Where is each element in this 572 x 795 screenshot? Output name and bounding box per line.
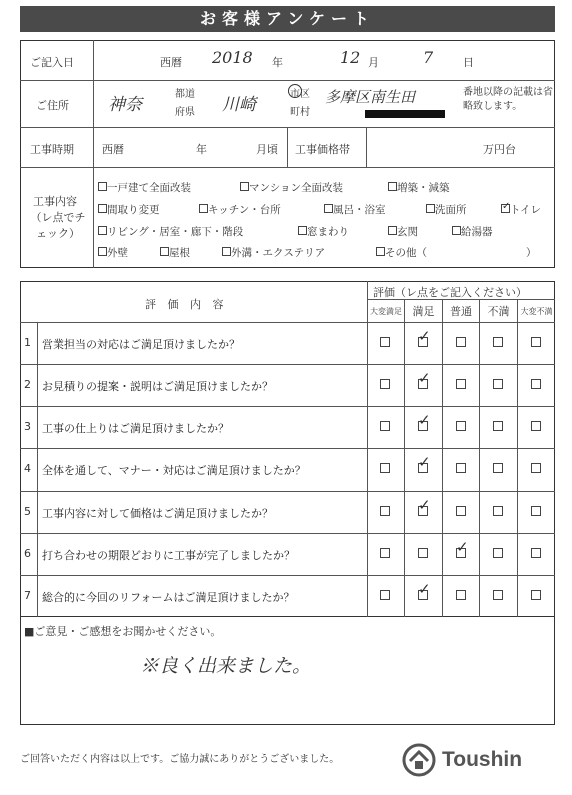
question-number: 6 <box>24 546 31 560</box>
checkbox[interactable] <box>388 226 397 235</box>
option-roof[interactable]: 屋根 <box>160 245 190 260</box>
col-very-unsatisfied: 大変不満 <box>520 307 553 316</box>
year-unit: 年 <box>272 56 283 69</box>
rating-checkbox[interactable] <box>493 506 503 516</box>
work-label-sub: （レ点でチェック） <box>30 211 86 240</box>
check-mark-icon: ✓ <box>418 327 431 345</box>
checkbox[interactable] <box>324 204 333 213</box>
option-full-mansion[interactable]: マンション全面改装 <box>240 180 343 195</box>
rating-checkbox[interactable] <box>380 337 390 347</box>
question-number: 1 <box>24 336 31 349</box>
option-bath[interactable]: 風呂・浴室 <box>324 202 386 217</box>
option-window[interactable]: 窓まわり <box>298 224 349 239</box>
day-value: 7 <box>423 48 434 67</box>
date-label: ご記入日 <box>30 56 74 69</box>
rating-checkbox[interactable] <box>493 421 503 431</box>
option-extension[interactable]: 増築・減築 <box>388 180 450 195</box>
checkbox[interactable] <box>98 204 107 213</box>
rating-checkbox[interactable] <box>380 590 390 600</box>
rating-checkbox[interactable] <box>380 421 390 431</box>
checkbox[interactable] <box>452 226 461 235</box>
period-label: 工事時期 <box>30 143 74 156</box>
rating-checkbox[interactable] <box>456 337 466 347</box>
option-full-house[interactable]: 一戸建て全面改装 <box>98 180 191 195</box>
redaction-bar <box>365 110 445 118</box>
question-text: 営業担当の対応はご満足頂けましたか？ <box>42 338 240 351</box>
check-mark-icon: ✓ <box>418 453 431 472</box>
checkbox[interactable] <box>426 204 435 213</box>
col-satisfied: 満足 <box>412 305 435 318</box>
option-layout[interactable]: 間取り変更 <box>98 202 160 217</box>
checkbox[interactable] <box>98 182 107 191</box>
rating-checkbox[interactable] <box>380 463 390 473</box>
question-text: 工事の仕上りはご満足頂けましたか？ <box>42 422 229 436</box>
checkbox[interactable] <box>160 247 169 256</box>
city-circle-mark <box>288 84 302 98</box>
toushin-logo-icon <box>402 743 436 777</box>
option-other[interactable]: その他（ <box>376 245 427 260</box>
rating-checkbox[interactable] <box>531 548 541 558</box>
pref-handwritten: 神奈 <box>108 95 142 115</box>
check-mark-icon: ✓ <box>418 495 431 514</box>
comments-label: ■ご意見・ご感想をお聞かせください。 <box>24 625 222 638</box>
period-month-unit: 月頃 <box>256 143 278 156</box>
work-label: 工事内容 <box>33 195 77 208</box>
city-handwritten: 川崎 <box>222 95 256 115</box>
logo-text: Toushin <box>442 748 523 771</box>
rating-checkbox-checked[interactable] <box>418 453 431 473</box>
checkbox[interactable] <box>98 226 107 235</box>
price-label: 工事価格帯 <box>295 143 350 156</box>
option-toilet[interactable]: ✓ トイレ <box>502 201 541 216</box>
checkbox[interactable] <box>388 182 397 191</box>
month-value: 12 <box>340 48 361 67</box>
question-text: 全体を通して、マナー・対応はご満足頂けましたか？ <box>42 464 306 478</box>
rating-checkbox[interactable] <box>531 590 541 600</box>
question-text: お見積りの提案・説明はご満足頂けましたか？ <box>42 380 273 394</box>
option-exterior[interactable]: 外溝・エクステリア <box>222 245 325 260</box>
check-mark-icon: ✓ <box>418 579 431 598</box>
check-mark-icon: ✓ <box>418 411 431 430</box>
rating-checkbox-checked[interactable] <box>418 327 431 347</box>
rating-header-right: 評価（レ点をご記入ください） <box>373 286 527 299</box>
rating-checkbox[interactable] <box>493 337 503 347</box>
rating-checkbox[interactable] <box>531 421 541 431</box>
checkbox[interactable] <box>222 247 231 256</box>
checkbox[interactable] <box>199 204 208 213</box>
page-title: お客様アンケート <box>20 6 555 32</box>
rating-checkbox-checked[interactable] <box>418 495 431 516</box>
question-number: 3 <box>24 420 31 434</box>
option-entrance[interactable]: 玄関 <box>388 224 418 239</box>
rating-checkbox[interactable] <box>380 506 390 516</box>
rating-checkbox[interactable] <box>493 463 503 473</box>
period-era: 西暦 <box>102 143 124 156</box>
rating-checkbox-checked[interactable] <box>418 369 431 389</box>
rating-checkbox[interactable] <box>380 379 390 389</box>
price-unit: 万円台 <box>483 143 516 156</box>
option-kitchen[interactable]: キッチン・台所 <box>199 202 281 217</box>
address-label: ご住所 <box>36 99 69 112</box>
rating-checkbox[interactable] <box>456 463 466 473</box>
checkbox-checked[interactable]: ✓ <box>502 201 511 212</box>
question-text: 総合的に今回のリフォームはご満足頂けましたか？ <box>42 590 295 604</box>
city-unit-top: 市区 <box>290 89 310 100</box>
ward-handwritten: 多摩区南生田 <box>325 88 416 106</box>
check-mark-icon: ✓ <box>456 537 469 556</box>
rating-checkbox[interactable] <box>531 463 541 473</box>
question-number: 5 <box>24 504 31 518</box>
rating-checkbox[interactable] <box>456 590 466 600</box>
rating-checkbox[interactable] <box>531 379 541 389</box>
checkbox[interactable] <box>376 247 385 256</box>
option-living[interactable]: リビング・居室・廊下・階段 <box>98 224 243 239</box>
checkbox[interactable] <box>98 247 107 256</box>
rating-checkbox[interactable] <box>493 379 503 389</box>
rating-checkbox[interactable] <box>531 506 541 516</box>
month-unit: 月 <box>368 56 379 69</box>
rating-checkbox[interactable] <box>380 548 390 558</box>
question-text: 工事内容に対して価格はご満足頂けましたか？ <box>42 506 273 520</box>
rating-checkbox[interactable] <box>456 421 466 431</box>
city-unit-bottom: 町村 <box>290 107 310 118</box>
rating-checkbox[interactable] <box>456 379 466 389</box>
option-washroom[interactable]: 洗面所 <box>426 202 467 217</box>
question-number: 4 <box>24 462 31 476</box>
question-number: 7 <box>24 588 31 602</box>
col-unsatisfied: 不満 <box>487 305 510 318</box>
rating-checkbox-checked[interactable] <box>418 411 431 431</box>
question-number: 2 <box>24 378 31 392</box>
option-water-heater[interactable]: 給湯器 <box>452 224 493 239</box>
footer-thanks: ご回答いただく内容は以上です。ご協力誠にありがとうございました。 <box>20 754 340 765</box>
day-unit: 日 <box>463 56 474 69</box>
checkbox[interactable] <box>240 182 249 191</box>
option-exterior-wall[interactable]: 外壁 <box>98 245 128 260</box>
checkbox[interactable] <box>298 226 307 235</box>
check-mark-icon: ✓ <box>418 369 431 388</box>
era-label: 西暦 <box>160 56 182 69</box>
rating-checkbox-checked[interactable] <box>418 579 431 600</box>
comments-handwritten: ※良く出来ました。 <box>140 655 312 677</box>
question-text: 打ち合わせの期限どおりに工事が完了しましたか？ <box>42 548 295 562</box>
option-other-close: ） <box>526 247 537 259</box>
rating-checkbox-checked[interactable] <box>456 537 469 558</box>
rating-checkbox[interactable] <box>493 548 503 558</box>
rating-checkbox[interactable] <box>456 506 466 516</box>
period-year-unit: 年 <box>196 143 207 156</box>
year-value: 2018 <box>212 48 253 67</box>
col-very-satisfied: 大変満足 <box>370 307 402 316</box>
rating-checkbox[interactable] <box>531 337 541 347</box>
address-note: 番地以降の記載は省略致します。 <box>463 87 553 112</box>
pref-unit-top: 都道 <box>175 89 195 100</box>
col-normal: 普通 <box>450 305 472 318</box>
pref-unit-bottom: 府県 <box>175 107 195 118</box>
rating-checkbox[interactable] <box>493 590 503 600</box>
rating-checkbox[interactable] <box>418 548 428 558</box>
rating-header-left: 評 価 内 容 <box>145 298 228 311</box>
